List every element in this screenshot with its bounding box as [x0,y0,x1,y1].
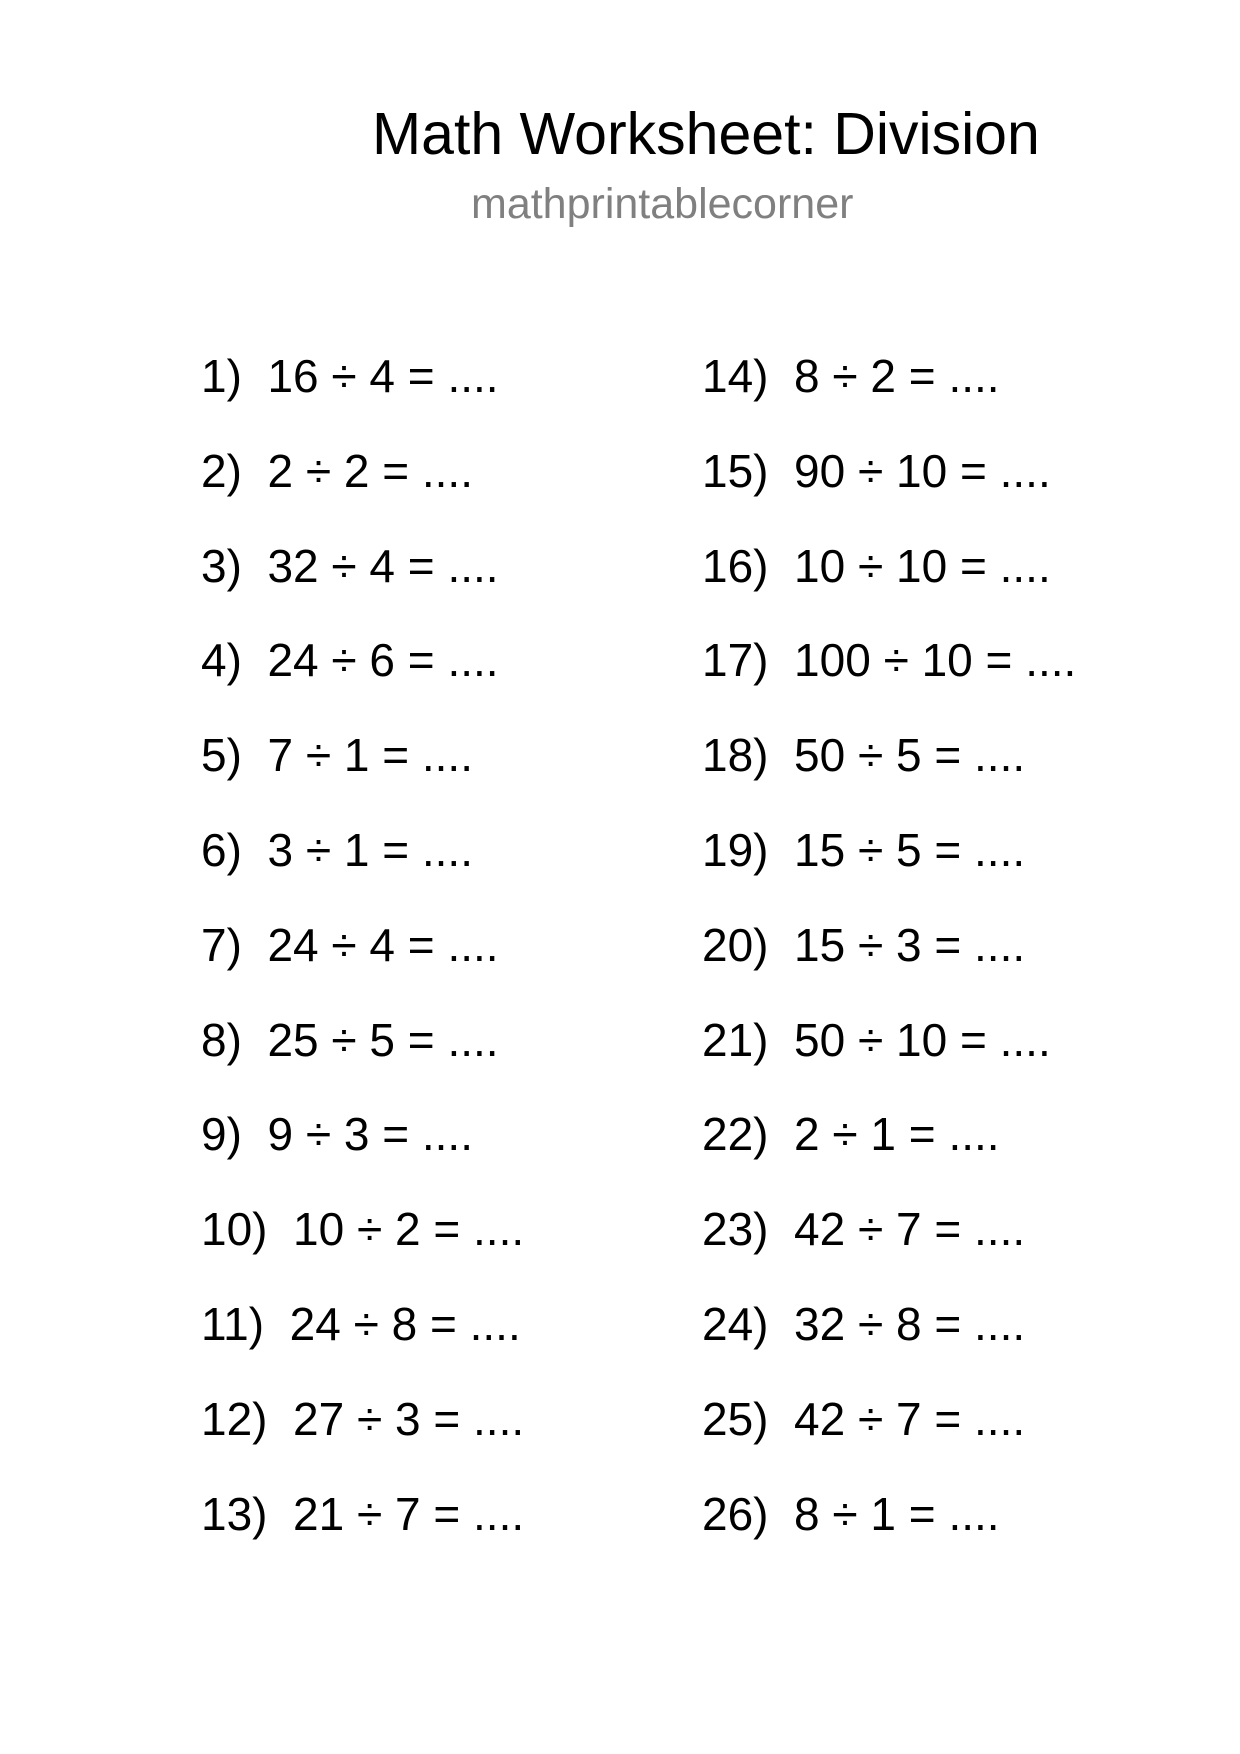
problem-2: 2) 2 ÷ 2 = .... [201,445,473,497]
problem-23: 23) 42 ÷ 7 = .... [702,1203,1026,1255]
problem-12: 12) 27 ÷ 3 = .... [201,1393,525,1445]
problem-8: 8) 25 ÷ 5 = .... [201,1014,499,1066]
problem-14: 14) 8 ÷ 2 = .... [702,350,1000,402]
worksheet-title: Math Worksheet: Division [372,101,1040,167]
problem-7: 7) 24 ÷ 4 = .... [201,919,499,971]
problem-16: 16) 10 ÷ 10 = .... [702,540,1051,592]
problem-13: 13) 21 ÷ 7 = .... [201,1488,525,1540]
problem-18: 18) 50 ÷ 5 = .... [702,729,1026,781]
problem-1: 1) 16 ÷ 4 = .... [201,350,499,402]
problem-6: 6) 3 ÷ 1 = .... [201,824,473,876]
worksheet-subtitle: mathprintablecorner [471,180,854,228]
problem-24: 24) 32 ÷ 8 = .... [702,1298,1026,1350]
problem-5: 5) 7 ÷ 1 = .... [201,729,473,781]
problem-26: 26) 8 ÷ 1 = .... [702,1488,1000,1540]
problem-21: 21) 50 ÷ 10 = .... [702,1014,1051,1066]
problem-19: 19) 15 ÷ 5 = .... [702,824,1026,876]
problem-9: 9) 9 ÷ 3 = .... [201,1108,473,1160]
problem-10: 10) 10 ÷ 2 = .... [201,1203,525,1255]
problem-11: 11) 24 ÷ 8 = .... [201,1298,521,1350]
problem-25: 25) 42 ÷ 7 = .... [702,1393,1026,1445]
problem-3: 3) 32 ÷ 4 = .... [201,540,499,592]
problem-22: 22) 2 ÷ 1 = .... [702,1108,1000,1160]
problem-15: 15) 90 ÷ 10 = .... [702,445,1051,497]
problem-4: 4) 24 ÷ 6 = .... [201,634,499,686]
problem-17: 17) 100 ÷ 10 = .... [702,634,1077,686]
problem-20: 20) 15 ÷ 3 = .... [702,919,1026,971]
